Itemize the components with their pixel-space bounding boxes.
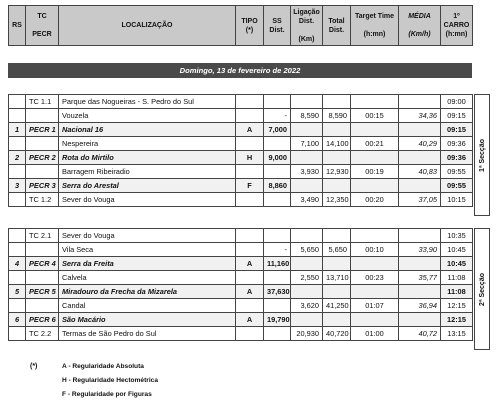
section-2-label: 2ª Secção (474, 228, 490, 350)
row-code: TC 1.1 (26, 95, 59, 109)
row-number (9, 271, 26, 285)
row-media (399, 313, 441, 327)
row-number: 6 (9, 313, 26, 327)
row-tipo: F (236, 179, 264, 193)
row-total-distance (323, 285, 351, 299)
row-ligacao-distance: 7,100 (291, 137, 323, 151)
row-ligacao-distance (291, 95, 323, 109)
col-rs: RS (9, 6, 26, 46)
timing-row (9, 165, 473, 179)
pecr-row (9, 151, 473, 165)
row-tipo (236, 109, 264, 123)
row-ss-distance: 7,000 (264, 123, 291, 137)
row-first-car-time: 13:15 (441, 327, 473, 341)
row-number (9, 327, 26, 341)
row-number (9, 299, 26, 313)
row-total-distance: 8,590 (323, 109, 351, 123)
row-first-car-time: 10:45 (441, 257, 473, 271)
row-media: 40,83 (399, 165, 441, 179)
pecr-row (9, 313, 473, 327)
section-2-table (8, 228, 473, 341)
row-number (9, 243, 26, 257)
row-media: 35,77 (399, 271, 441, 285)
row-total-distance (323, 95, 351, 109)
col-carro: 1º CARRO (h:mn) (441, 6, 473, 46)
row-ss-distance (264, 299, 291, 313)
row-location: Vila Seca (59, 243, 236, 257)
row-media (399, 257, 441, 271)
row-first-car-time: 09:55 (441, 165, 473, 179)
row-total-distance: 12,350 (323, 193, 351, 207)
timing-row (9, 271, 473, 285)
row-target-time (351, 123, 399, 137)
row-code (26, 299, 59, 313)
row-location: Serra do Arestal (59, 179, 236, 193)
row-first-car-time: 09:00 (441, 95, 473, 109)
row-first-car-time: 09:15 (441, 109, 473, 123)
row-first-car-time: 10:45 (441, 243, 473, 257)
legend-item: H - Regularidade Hectométrica (62, 377, 159, 384)
row-number: 1 (9, 123, 26, 137)
row-tipo (236, 165, 264, 179)
row-target-time: 00:10 (351, 243, 399, 257)
row-location: Vouzela (59, 109, 236, 123)
row-tipo: A (236, 285, 264, 299)
row-first-car-time: 11:08 (441, 271, 473, 285)
row-ss-distance: 37,630 (264, 285, 291, 299)
row-ss-distance: - (264, 109, 291, 123)
row-ligacao-distance (291, 285, 323, 299)
row-target-time (351, 313, 399, 327)
row-target-time (351, 257, 399, 271)
row-number: 5 (9, 285, 26, 299)
row-total-distance (323, 151, 351, 165)
col-media: MÉDIA (Km/h) (399, 6, 441, 46)
row-code: TC 1.2 (26, 193, 59, 207)
row-media (399, 229, 441, 243)
row-number (9, 229, 26, 243)
row-media: 40,29 (399, 137, 441, 151)
row-code: TC 2.1 (26, 229, 59, 243)
row-location: Serra da Freita (59, 257, 236, 271)
row-location: São Macário (59, 313, 236, 327)
row-ligacao-distance (291, 229, 323, 243)
col-localizacao: LOCALIZAÇÃO (59, 6, 236, 46)
row-tipo (236, 137, 264, 151)
timing-row (9, 229, 473, 243)
legend-mark: (*) (30, 363, 38, 370)
row-ss-distance: - (264, 243, 291, 257)
day-banner: Domingo, 13 de fevereiro de 2022 (8, 63, 472, 78)
row-ss-distance (264, 229, 291, 243)
row-number (9, 95, 26, 109)
row-tipo: A (236, 257, 264, 271)
row-tipo (236, 95, 264, 109)
row-ligacao-distance (291, 179, 323, 193)
row-media (399, 285, 441, 299)
row-number (9, 193, 26, 207)
row-ss-distance (264, 193, 291, 207)
col-total: Total Dist. (323, 6, 351, 46)
row-number: 2 (9, 151, 26, 165)
row-tipo: A (236, 123, 264, 137)
row-ss-distance: 9,000 (264, 151, 291, 165)
row-first-car-time: 09:55 (441, 179, 473, 193)
row-media: 37,05 (399, 193, 441, 207)
row-total-distance (323, 229, 351, 243)
row-total-distance: 14,100 (323, 137, 351, 151)
row-location: Nacional 16 (59, 123, 236, 137)
row-media (399, 123, 441, 137)
row-target-time: 01:07 (351, 299, 399, 313)
row-code (26, 271, 59, 285)
row-target-time (351, 285, 399, 299)
pecr-row (9, 257, 473, 271)
row-ss-distance (264, 95, 291, 109)
row-code (26, 109, 59, 123)
row-ss-distance (264, 271, 291, 285)
row-target-time (351, 151, 399, 165)
row-first-car-time: 09:15 (441, 123, 473, 137)
row-target-time: 00:20 (351, 193, 399, 207)
col-ss: SS Dist. (264, 6, 291, 46)
row-target-time (351, 179, 399, 193)
row-total-distance (323, 179, 351, 193)
row-code: TC 2.2 (26, 327, 59, 341)
row-tipo: A (236, 313, 264, 327)
row-media (399, 95, 441, 109)
row-first-car-time: 10:35 (441, 229, 473, 243)
row-ligacao-distance: 3,490 (291, 193, 323, 207)
col-tc-pecr: TC PECR (26, 6, 59, 46)
row-total-distance (323, 123, 351, 137)
row-target-time: 00:23 (351, 271, 399, 285)
col-ligacao: Ligação Dist. (Km) (291, 6, 323, 46)
row-total-distance: 13,710 (323, 271, 351, 285)
row-location: Miradouro da Frecha da Mizarela (59, 285, 236, 299)
row-total-distance: 5,650 (323, 243, 351, 257)
row-ss-distance (264, 327, 291, 341)
schedule-header (8, 5, 473, 46)
legend-item: A - Regularidade Absoluta (62, 363, 144, 370)
row-location: Sever do Vouga (59, 229, 236, 243)
row-first-car-time: 12:15 (441, 313, 473, 327)
row-first-car-time: 10:15 (441, 193, 473, 207)
row-location: Calvela (59, 271, 236, 285)
row-ss-distance: 19,790 (264, 313, 291, 327)
row-total-distance (323, 313, 351, 327)
row-location: Nespereira (59, 137, 236, 151)
timing-row (9, 109, 473, 123)
row-location: Barragem Ribeiradio (59, 165, 236, 179)
row-tipo (236, 327, 264, 341)
row-ligacao-distance: 8,590 (291, 109, 323, 123)
row-ss-distance (264, 165, 291, 179)
pecr-row (9, 285, 473, 299)
timing-row (9, 193, 473, 207)
row-total-distance (323, 257, 351, 271)
section-1-label: 1ª Secção (474, 94, 490, 216)
row-ss-distance (264, 137, 291, 151)
row-target-time: 00:19 (351, 165, 399, 179)
row-code: PECR 2 (26, 151, 59, 165)
row-location: Sever do Vouga (59, 193, 236, 207)
row-target-time: 00:21 (351, 137, 399, 151)
row-code: PECR 6 (26, 313, 59, 327)
row-total-distance: 41,250 (323, 299, 351, 313)
row-total-distance: 40,720 (323, 327, 351, 341)
row-first-car-time: 12:15 (441, 299, 473, 313)
row-media: 36,94 (399, 299, 441, 313)
row-location: Candal (59, 299, 236, 313)
timing-row (9, 137, 473, 151)
row-code: PECR 5 (26, 285, 59, 299)
row-target-time: 01:00 (351, 327, 399, 341)
row-target-time (351, 95, 399, 109)
row-first-car-time: 11:08 (441, 285, 473, 299)
timing-row (9, 299, 473, 313)
row-ligacao-distance (291, 151, 323, 165)
row-ligacao-distance (291, 313, 323, 327)
row-first-car-time: 09:36 (441, 151, 473, 165)
row-number (9, 137, 26, 151)
row-number (9, 109, 26, 123)
row-tipo (236, 229, 264, 243)
row-ligacao-distance: 3,930 (291, 165, 323, 179)
pecr-row (9, 179, 473, 193)
row-number: 4 (9, 257, 26, 271)
col-tipo: TIPO (*) (236, 6, 264, 46)
row-location: Rota do Mirtilo (59, 151, 236, 165)
timing-row (9, 243, 473, 257)
row-tipo: H (236, 151, 264, 165)
row-target-time (351, 229, 399, 243)
row-ligacao-distance (291, 123, 323, 137)
row-ss-distance: 11,160 (264, 257, 291, 271)
pecr-row (9, 123, 473, 137)
row-target-time: 00:15 (351, 109, 399, 123)
row-tipo (236, 193, 264, 207)
row-total-distance: 12,930 (323, 165, 351, 179)
row-tipo (236, 299, 264, 313)
row-ligacao-distance (291, 257, 323, 271)
row-location: Termas de São Pedro do Sul (59, 327, 236, 341)
row-ss-distance: 8,860 (264, 179, 291, 193)
row-tipo (236, 271, 264, 285)
row-code (26, 137, 59, 151)
row-code: PECR 3 (26, 179, 59, 193)
row-tipo (236, 243, 264, 257)
timing-row (9, 95, 473, 109)
row-location: Parque das Nogueiras - S. Pedro do Sul (59, 95, 236, 109)
row-media: 40,72 (399, 327, 441, 341)
row-media (399, 179, 441, 193)
timing-row (9, 327, 473, 341)
row-code: PECR 4 (26, 257, 59, 271)
row-media: 33,90 (399, 243, 441, 257)
row-code: PECR 1 (26, 123, 59, 137)
row-ligacao-distance: 3,620 (291, 299, 323, 313)
row-code (26, 165, 59, 179)
legend-item: F - Regularidade por Figuras (62, 391, 152, 398)
row-media (399, 151, 441, 165)
row-number: 3 (9, 179, 26, 193)
row-ligacao-distance: 5,650 (291, 243, 323, 257)
row-ligacao-distance: 20,930 (291, 327, 323, 341)
row-ligacao-distance: 2,550 (291, 271, 323, 285)
col-target: Target Time (h:mn) (351, 6, 399, 46)
section-1-table (8, 94, 473, 207)
row-code (26, 243, 59, 257)
row-first-car-time: 09:36 (441, 137, 473, 151)
row-media: 34,36 (399, 109, 441, 123)
row-number (9, 165, 26, 179)
